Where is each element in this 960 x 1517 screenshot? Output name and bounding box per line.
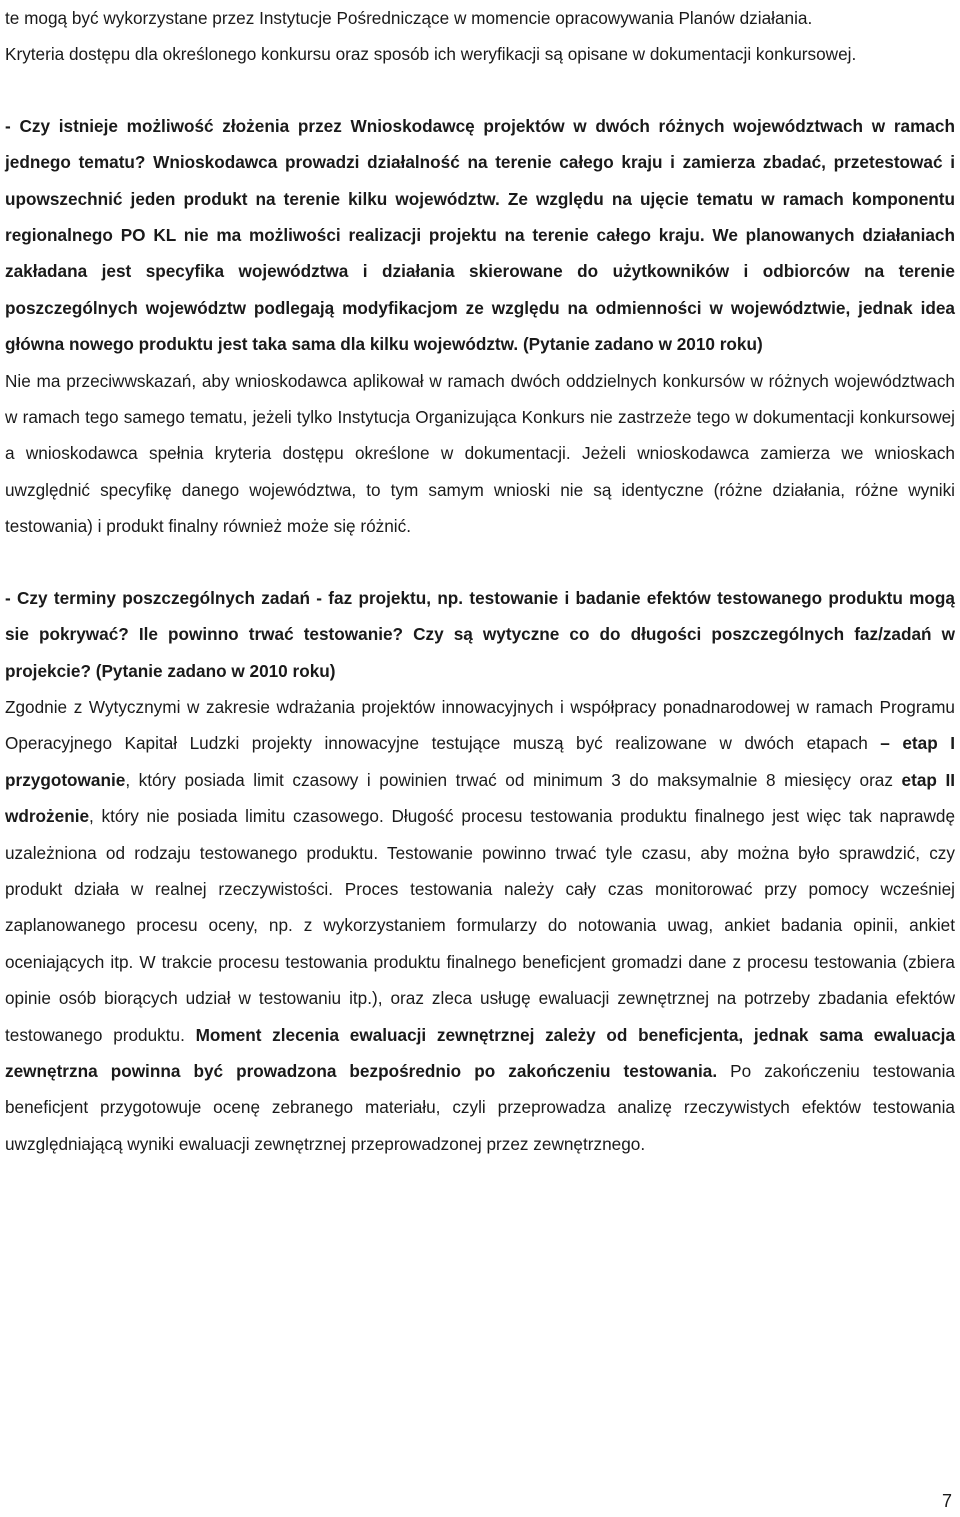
document-body [5,0,955,1162]
paragraph-spacer [5,73,955,108]
answer-text-b: Jeżeli wnioskodawca zamierza we wnioskach uwzględnić specyfikę danego województwa, to tym samym wnioski nie są identyczne (różne działania, różne wyniki testowania) i produkt finalny również może się różnić. [5,443,955,537]
answer-two-voivodeships [5,363,955,545]
question-elaboration-a: Wnioskodawca prowadzi działalność na terenie całego kraju i zamierza zbadać, przetestować i upowszechnić jeden produkt na terenie kilku województw. [5,152,955,209]
answer-project-phases [5,689,955,1162]
page-number: 7 [941,1491,952,1511]
answer-text-start: Zgodnie z Wytycznymi w zakresie wdrażania projektów innowacyjnych i współpracy ponadnarodowej w ramach Programu Operacyjnego Kapitał Ludzki projekty innowacyjne testujące muszą być realizowane w dwóch etapach [5,696,955,754]
paragraph-planning-info [5,0,955,36]
question-text: - Czy istnieje możliwość złożenia przez Wnioskodawcę projektów w dwóch różnych województwach w ramach jednego tematu? [5,115,955,173]
question-two-voivodeships [5,108,955,363]
evaluation-emphasis: Moment zlecenia ewaluacji zewnętrznej zależy od beneficjenta, jednak sama ewaluacja zewnętrzna powinna być prowadzona bezpośrednio po zakończeniu testowania. [5,1024,955,1081]
answer-text-a: Nie ma przeciwwskazań, aby wnioskodawca aplikował w ramach dwóch oddzielnych konkursów w różnych województwach w ramach tego samego tematu, jeżeli tylko Instytucja Organizująca Konkurs nie zastrzeże tego w dokumentacji konkursowej a wnioskodawca spełnia kryteria dostępu określone w dokumentacji. [5,370,955,464]
stage-two-label: etap II wdrożenie [5,769,955,827]
paragraph-text: Kryteria dostępu dla określonego konkursu oraz sposób ich weryfikacji są opisane w dokumentacji konkursowej. [5,44,857,65]
question-year-note: (Pytanie zadano w 2010 roku) [522,334,763,355]
paragraph-access-criteria [5,36,955,72]
stage-one-label: – etap I przygotowanie [5,733,955,790]
question-text: - Czy terminy poszczególnych zadań - faz projektu, np. testowanie i badanie efektów testowanego produktu mogą sie pokrywać? Ile powinno trwać testowanie? Czy są wytyczne co do długości poszczególnych faz/zadań w projekcie? (Pytanie zadano w 2010 roku) [5,587,955,681]
answer-text-mid: , który posiada limit czasowy i powinien trwać od minimum 3 do maksymalnie 8 miesięcy oraz [125,769,902,790]
question-project-phases [5,580,955,689]
answer-text-end: Po zakończeniu testowania beneficjent przygotowuje ocenę zebranego materiału, czyli przeprowadza analizę rzeczywistych efektów testowania uwzględniającą wyniki ewaluacji zewnętrznej przeprowadzonej przez zewnętrznego. [5,1060,955,1154]
question-elaboration-b: Ze względu na ujęcie tematu w ramach komponentu regionalnego PO KL nie ma możliwości realizacji projektu na terenie całego kraju. [5,188,955,246]
paragraph-text: te mogą być wykorzystane przez Instytucje Pośredniczące w momencie opracowywania Planów działania. [5,8,813,28]
answer-text-rest: , który nie posiada limitu czasowego. Długość procesu testowania produktu finalnego jest więc tak naprawdę uzależniona od rodzaju testowanego produktu. Testowanie powinno trwać tyle czasu, aby można było sprawdzić, czy produkt działa w realnej rzeczywistości. Proces testowania należy cały czas monitorować przy pomocy wcześniej zaplanowanego procesu oceny, np. z wykorzystaniem formularzy do notowania uwag, ankiet badania opinii, ankiet oceniających itp. W trakcie procesu testowania produktu finalnego beneficjent gromadzi dane z procesu testowania (zbiera opinie osób biorących udział w testowaniu itp.), oraz zleca usługę ewaluacji zewnętrznej na potrzeby zbadania efektów testowanego produktu. [5,806,955,1045]
question-elaboration-c: We planowanych działaniach zakładana jest specyfika województwa i działania skierowane do użytkowników i odbiorców na terenie poszczególnych województw podlegają modyfikacjom ze względu na odmienności w województwie, jednak idea główna nowego produktu jest taka sama dla kilku województw. [5,225,955,355]
paragraph-spacer [5,545,955,580]
